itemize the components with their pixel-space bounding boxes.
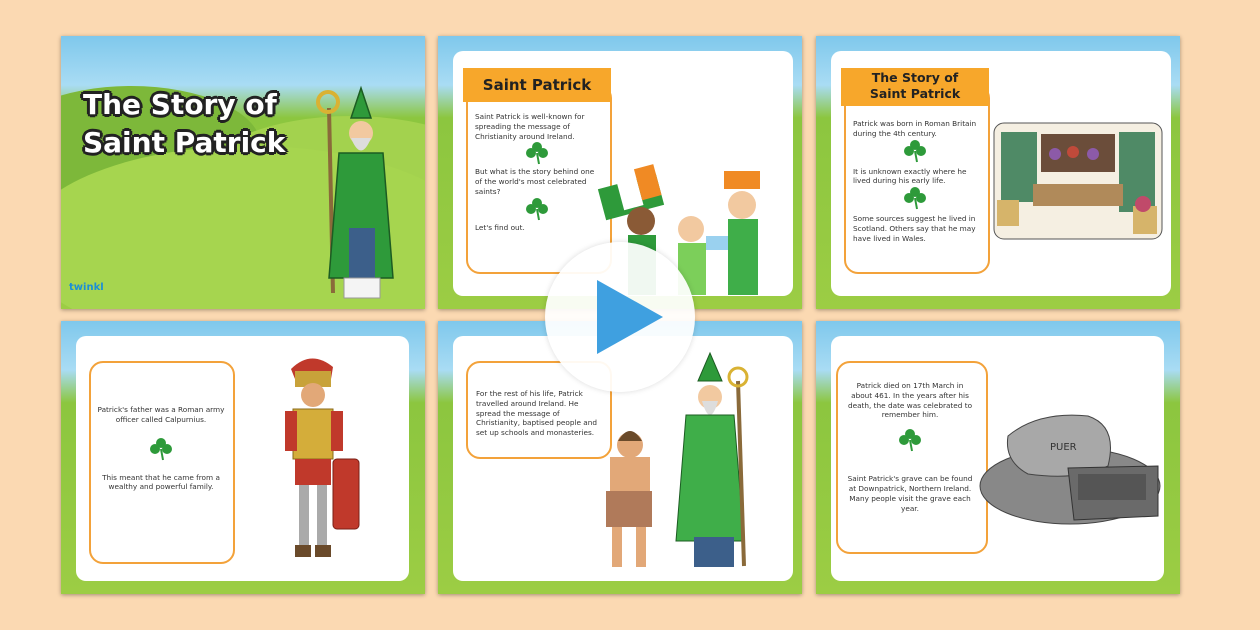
text-body — [853, 119, 977, 244]
paragraph-2: But what is the story behind one of the world's most celebrated saints? — [475, 167, 595, 196]
roman-soldier-illustration — [271, 349, 381, 564]
text-body — [475, 112, 599, 233]
grave-stone-illustration — [978, 406, 1163, 531]
shamrock-icon — [853, 186, 977, 214]
paragraph-3: Let's find out. — [475, 222, 525, 232]
paragraph-1: Patrick died on 17th March in about 461. In the years after his death, the date was celebrated to remember him. — [847, 381, 973, 420]
text-body — [846, 381, 974, 513]
slide-title: The Story of Saint Patrick — [83, 88, 286, 159]
paragraph-2: Saint Patrick's grave can be found at Downpatrick, Northern Ireland. Many people visit the grave each year. — [847, 474, 973, 513]
saint-patrick-illustration — [311, 78, 411, 303]
text-body — [96, 405, 226, 492]
play-button[interactable] — [545, 242, 695, 392]
shamrock-icon — [96, 425, 226, 467]
shamrock-icon — [475, 197, 599, 223]
play-icon — [545, 242, 695, 392]
twinkl-logo: twinkl — [69, 282, 104, 293]
paragraph-3: Some sources suggest he lived in Scotland. Others say that he may have lived in Wales. — [853, 214, 976, 243]
slide-3[interactable] — [816, 36, 1180, 309]
paragraph-1: Saint Patrick is well-known for spreading the message of Christianity around Ireland. — [475, 112, 585, 141]
slide-header: The Story of Saint Patrick — [841, 68, 989, 106]
shamrock-icon — [853, 139, 977, 167]
shamrock-icon — [846, 420, 974, 460]
slide-4[interactable] — [61, 321, 425, 594]
paragraph-1: For the rest of his life, Patrick travelled around Ireland. He spread the message of Christianity, baptised people and set up schools and monasteries. — [476, 389, 598, 438]
paragraph-2: It is unknown exactly where he lived during his early life. — [853, 166, 967, 186]
paragraph-1: Patrick's father was a Roman army officer called Calpurnius. — [97, 405, 225, 424]
shamrock-icon — [475, 141, 599, 167]
slide-header: Saint Patrick — [463, 68, 611, 102]
slide-6[interactable] — [816, 321, 1180, 594]
paragraph-2: This meant that he came from a wealthy and powerful family. — [102, 472, 220, 492]
paragraph-1: Patrick was born in Roman Britain during the 4th century. — [853, 119, 977, 138]
slide-1-title[interactable] — [61, 36, 425, 309]
stone-inscription: PUER — [1050, 442, 1077, 453]
market-stall-illustration — [993, 122, 1163, 240]
